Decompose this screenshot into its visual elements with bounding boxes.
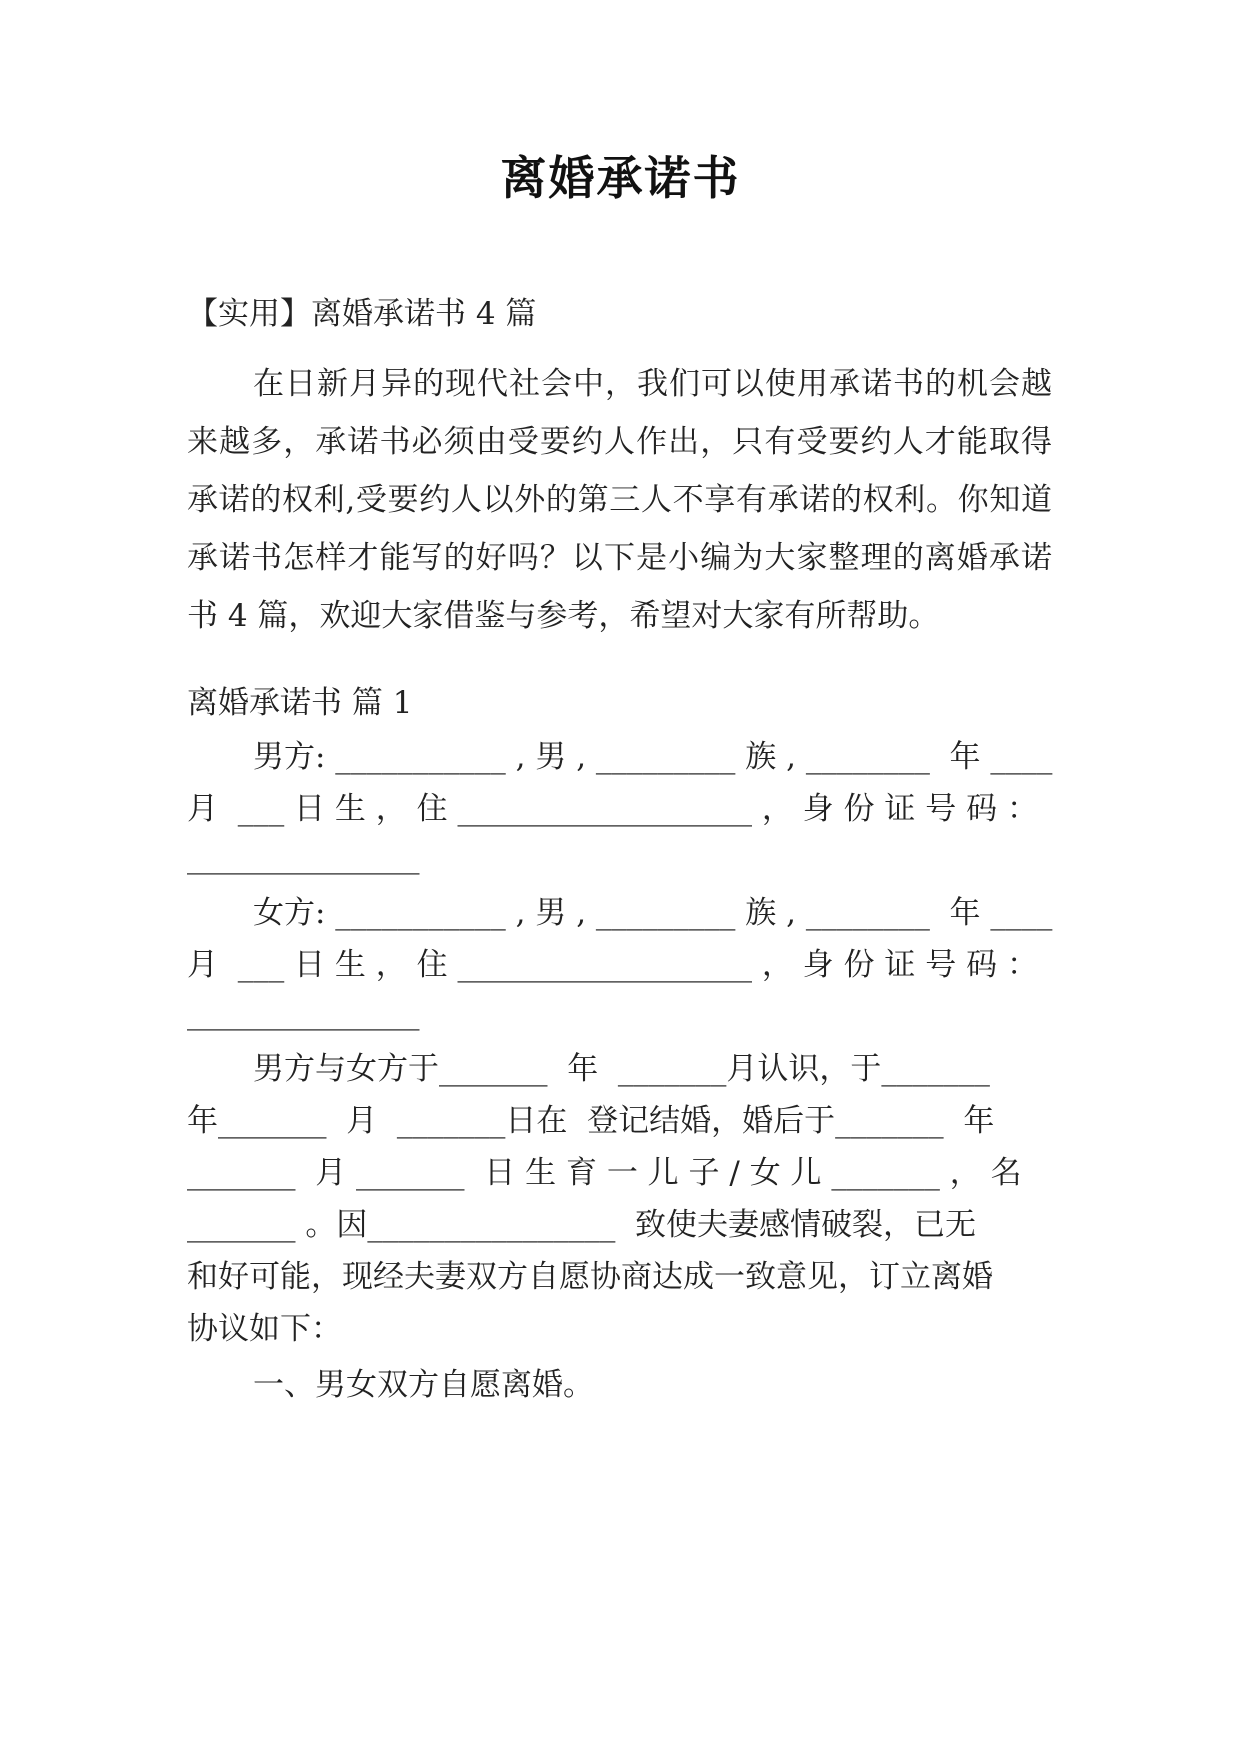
marriage-line-4: _______ 。因________________ 致使夫妻感情破裂，已无 — [187, 1207, 977, 1243]
marriage-line-6: 协议如下： — [187, 1311, 342, 1347]
document-title: 离婚承诺书 — [500, 151, 741, 205]
marriage-line-1: 男方与女方于_______ 年 _______月认识，于_______ — [253, 1051, 990, 1087]
male-info-line-2: 月 ___ 日 生 ， 住 ___________________ ， 身 份 证 号 码 ： — [187, 791, 1038, 827]
section-heading-1: 离婚承诺书 篇 1 — [187, 685, 413, 721]
intro-paragraph: 在日新月异的现代社会中，我们可以使用承诺书的机会越来越多，承诺书必须由受要约人作出，只有受要约人才能取得承诺的权利,受要约人以外的第三人不享有承诺的权利。你知道承诺书怎样才能写的好吗？以下是小编为大家整理的离婚承诺书 4 篇，欢迎大家借鉴与参考，希望对大家有所帮助。 — [187, 366, 1052, 634]
document-subtitle: 【实用】离婚承诺书 4 篇 — [187, 296, 537, 332]
male-info-line-1: 男方: ___________ , 男 , _________ 族 , ________ 年 ____ — [253, 739, 1053, 775]
female-info-line-1: 女方: ___________ , 男 , _________ 族 , ________ 年 ____ — [253, 895, 1053, 931]
marriage-line-5: 和好可能，现经夫妻双方自愿协商达成一致意见，订立离婚 — [187, 1259, 993, 1295]
marriage-line-3: _______ 月 _______ 日 生 育 一 儿 子 / 女 儿 _______ ， 名 — [187, 1155, 1022, 1191]
female-info-line-2: 月 ___ 日 生 ， 住 ___________________ ， 身 份 证 号 码 ： — [187, 947, 1038, 983]
clause-1: 一、男女双方自愿离婚。 — [253, 1367, 594, 1403]
female-info-line-3: _______________ — [187, 995, 420, 1031]
marriage-line-2: 年_______ 月 _______日在 登记结婚，婚后于_______ 年 — [187, 1103, 995, 1139]
male-info-line-3: _______________ — [187, 839, 420, 875]
